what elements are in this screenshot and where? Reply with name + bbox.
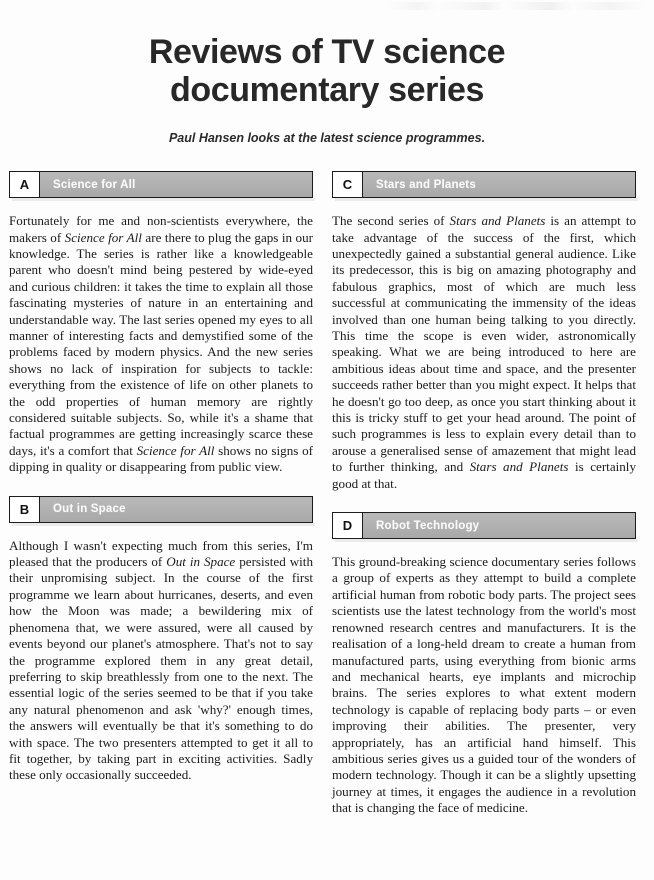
section-b-header (9, 496, 313, 523)
section-a (9, 171, 313, 476)
section-a-title: Science for All (40, 172, 312, 197)
section-c-header (332, 171, 636, 198)
section-d-header (332, 512, 636, 539)
section-b-title: Out in Space (40, 497, 312, 522)
section-d-letter: D (333, 513, 363, 538)
section-b-letter: B (10, 497, 40, 522)
section-d-title: Robot Technology (363, 513, 635, 538)
section-a-letter: A (10, 172, 40, 197)
column-left (9, 171, 313, 816)
article-standfirst: Paul Hansen looks at the latest science programmes. (168, 131, 486, 146)
article-columns (0, 145, 654, 816)
section-c-letter: C (333, 172, 363, 197)
section-a-body: Fortunately for me and non-scientists everywhere, the makers of Science for All are there to plug the gaps in our knowledge. The series is rather like a knowledgeable parent who doesn't mind being pestered by wide-eyed and curious children: it takes the time to explain all those fascinating mysteries of nature in an entertaining and understandable way. The last series opened my eyes to all manner of interesting facts and demystified some of the problems faced by modern physics. And the new series shows no lack of inspiration for subjects to tackle: everything from the existence of life on other planets to the odd properties of human memory are rightly considered suitable subjects. So, while it's a shame that factual programmes are getting increasingly scarce these days, it's a comfort that Science for All shows no signs of dipping in quality or disappearing from public view. (9, 213, 313, 475)
section-a-header (9, 171, 313, 198)
section-c (332, 171, 636, 492)
section-d (332, 512, 636, 817)
section-c-body: The second series of Stars and Planets is an attempt to take advantage of the success of the first, which unexpectedly gained a substantial general audience. Like its predecessor, this is big on amazing photography and fabulous graphics, most of which are much less successful at communicating the immensity of the ideas involved than one human being talking to you directly. This time the scope is even wider, astronomically speaking. What we are being introduced to here are ambitious ideas about time and space, and the presenter succeeds rather better than you might expect. It helps that he doesn't go too deep, as once you start thinking about it this is tricky stuff to get your head around. The point of such programmes is less to explain every detail than to arouse a generalised sense of amazement that might lead to further thinking, and Stars and Planets is certainly good at that. (332, 213, 637, 491)
section-c-title: Stars and Planets (363, 172, 635, 197)
column-right (332, 171, 636, 816)
page-title: Reviews of TV science documentary series (148, 33, 506, 110)
section-d-body: This ground-breaking science documentary series follows a group of experts as they attempt to build a complete artificial human from robotic body parts. The project sees scientists use the latest technology from the world's most renowned research centres and manufacturers. It is the realisation of a long-held dream to create a human from manufactured parts, using everything from bionic arms and mechanical hearts, eye implants and microchip brains. The series explores to what extent modern technology is capable of replacing body parts – or even improving their abilities. The presenter, very appropriately, has an artificial hand himself. This ambitious series gives us a guided tour of the wonders of modern technology. Though it can be a slightly upsetting journey at times, it engages the audience in a revolution that is changing the face of medicine. (332, 554, 636, 816)
section-b (9, 496, 313, 784)
section-b-body: Although I wasn't expecting much from this series, I'm pleased that the producers of Out in Space persisted with their unpromising subject. In the course of the first programme we learn about hurricanes, deserts, and even how the Moon was made; a bewildering mix of phenomena that, we were assured, were all caused by events beyond our planet's atmosphere. That's not to say the programme explored them in any great detail, preferring to skip breathlessly from one to the next. The essential logic of the series seemed to be that if you take any natural phenomenon and ask 'why?' enough times, the answers will eventually be that it's something to do with space. The two presenters attempted to get it all to fit together, by taking part in exciting activities. Sadly these only occasionally succeeded. (9, 537, 313, 783)
